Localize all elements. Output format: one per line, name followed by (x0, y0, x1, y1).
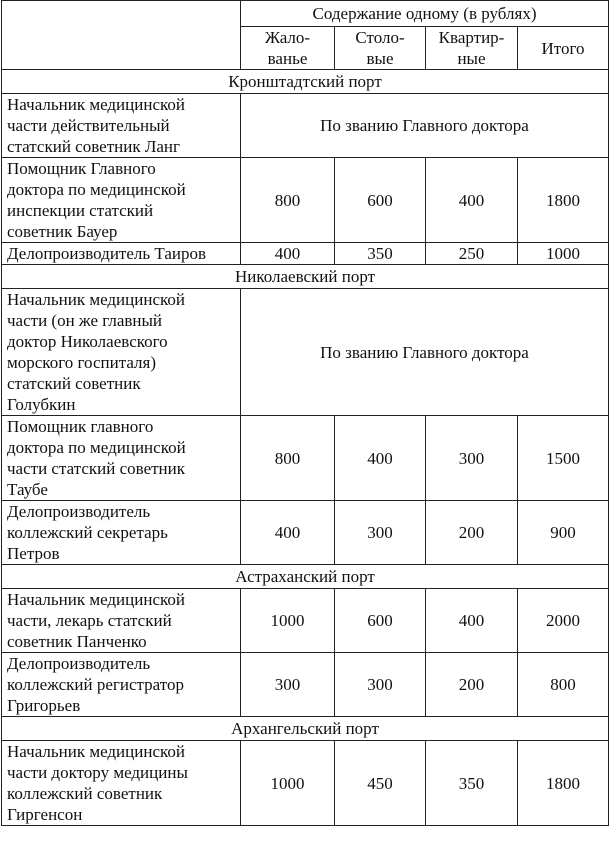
header-col-housing-line2: ные (457, 49, 486, 68)
row-name-line: Начальник медицинской (7, 742, 185, 761)
header-group-title: Содержание одному (в рублях) (241, 1, 609, 27)
table-money-cell: 450 (335, 741, 426, 826)
row-name-line: Делопроизводитель Таиров (7, 244, 207, 263)
table-money-cell: 350 (335, 243, 426, 265)
row-name-line: части статский советник (7, 459, 185, 478)
header-col-total (518, 27, 609, 70)
housing-cell: 400 (426, 158, 518, 243)
row-name-line: Начальник медицинской (7, 290, 185, 309)
row-name-line: Начальник медицинской (7, 95, 185, 114)
row-name-line: Григорьев (7, 696, 81, 715)
row-name-line: части (он же главный (7, 311, 163, 330)
row-name-line: части доктору медицины (7, 763, 188, 782)
header-col-housing (426, 27, 518, 70)
section-title-nikolaev: Николаевский порт (2, 265, 609, 289)
header-blank-cell (2, 1, 241, 70)
row-name-line: доктор Николаевского (7, 332, 168, 351)
table-money-cell: 600 (335, 589, 426, 653)
header-col-total-line1: Итого (541, 38, 585, 58)
row-name-line: Гиргенсон (7, 805, 83, 824)
salary-cell: 1000 (241, 589, 335, 653)
row-name (2, 589, 241, 653)
header-col-table-line2: вые (366, 49, 394, 68)
salary-cell: 1000 (241, 741, 335, 826)
section-title-astrakhan: Астраханский порт (2, 565, 609, 589)
row-name-line: Таубе (7, 480, 48, 499)
housing-cell: 200 (426, 653, 518, 717)
row-name (2, 501, 241, 565)
table-money-cell: 400 (335, 416, 426, 501)
salary-cell: 800 (241, 158, 335, 243)
salary-cell: 800 (241, 416, 335, 501)
row-name-line: Голубкин (7, 395, 76, 414)
housing-cell: 400 (426, 589, 518, 653)
row-name-line: Делопроизводитель (7, 502, 151, 521)
salary-cell: 300 (241, 653, 335, 717)
table-money-cell: 300 (335, 501, 426, 565)
table-money-cell: 600 (335, 158, 426, 243)
row-name-line: советник Бауер (7, 222, 118, 241)
row-name-line: доктора по медицинской (7, 438, 186, 457)
total-cell: 900 (518, 501, 609, 565)
row-name-line: коллежский советник (7, 784, 163, 803)
row-name-line: статский советник Ланг (7, 137, 180, 156)
header-col-salary (241, 27, 335, 70)
salary-cell: 400 (241, 243, 335, 265)
row-name-line: инспекции статский (7, 201, 154, 220)
row-name-line: Начальник медицинской (7, 590, 185, 609)
row-name (2, 243, 241, 265)
total-cell: 800 (518, 653, 609, 717)
section-title-kronstadt: Кронштадтский порт (2, 70, 609, 94)
row-name-line: части действительный (7, 116, 170, 135)
header-col-table-line1: Столо- (355, 28, 405, 47)
row-name (2, 158, 241, 243)
row-name-line: Помощник Главного (7, 159, 156, 178)
header-col-table (335, 27, 426, 70)
total-cell: 1800 (518, 158, 609, 243)
rank-note: По званию Главного доктора (241, 94, 609, 158)
salary-cell: 400 (241, 501, 335, 565)
housing-cell: 200 (426, 501, 518, 565)
housing-cell: 250 (426, 243, 518, 265)
row-name (2, 289, 241, 416)
housing-cell: 300 (426, 416, 518, 501)
header-col-salary-line2: ванье (267, 49, 308, 68)
rank-note: По званию Главного доктора (241, 289, 609, 416)
row-name-line: части, лекарь статский (7, 611, 172, 630)
header-col-salary-line1: Жало- (264, 28, 311, 47)
row-name-line: советник Панченко (7, 632, 147, 651)
salary-table (1, 0, 609, 826)
row-name-line: статский советник (7, 374, 141, 393)
row-name-line: коллежский секретарь (7, 523, 168, 542)
row-name-line: морского госпиталя) (7, 353, 157, 372)
header-col-housing-line1: Квартир- (438, 28, 505, 47)
total-cell: 1500 (518, 416, 609, 501)
total-cell: 2000 (518, 589, 609, 653)
row-name-line: Помощник главного (7, 417, 154, 436)
row-name-line: коллежский регистратор (7, 675, 184, 694)
total-cell: 1800 (518, 741, 609, 826)
row-name-line: Петров (7, 544, 60, 563)
row-name (2, 653, 241, 717)
section-title-arkhangelsk: Архангельский порт (2, 717, 609, 741)
row-name (2, 741, 241, 826)
row-name (2, 416, 241, 501)
housing-cell: 350 (426, 741, 518, 826)
table-money-cell: 300 (335, 653, 426, 717)
row-name-line: Делопроизводитель (7, 654, 151, 673)
row-name-line: доктора по медицинской (7, 180, 186, 199)
row-name (2, 94, 241, 158)
total-cell: 1000 (518, 243, 609, 265)
